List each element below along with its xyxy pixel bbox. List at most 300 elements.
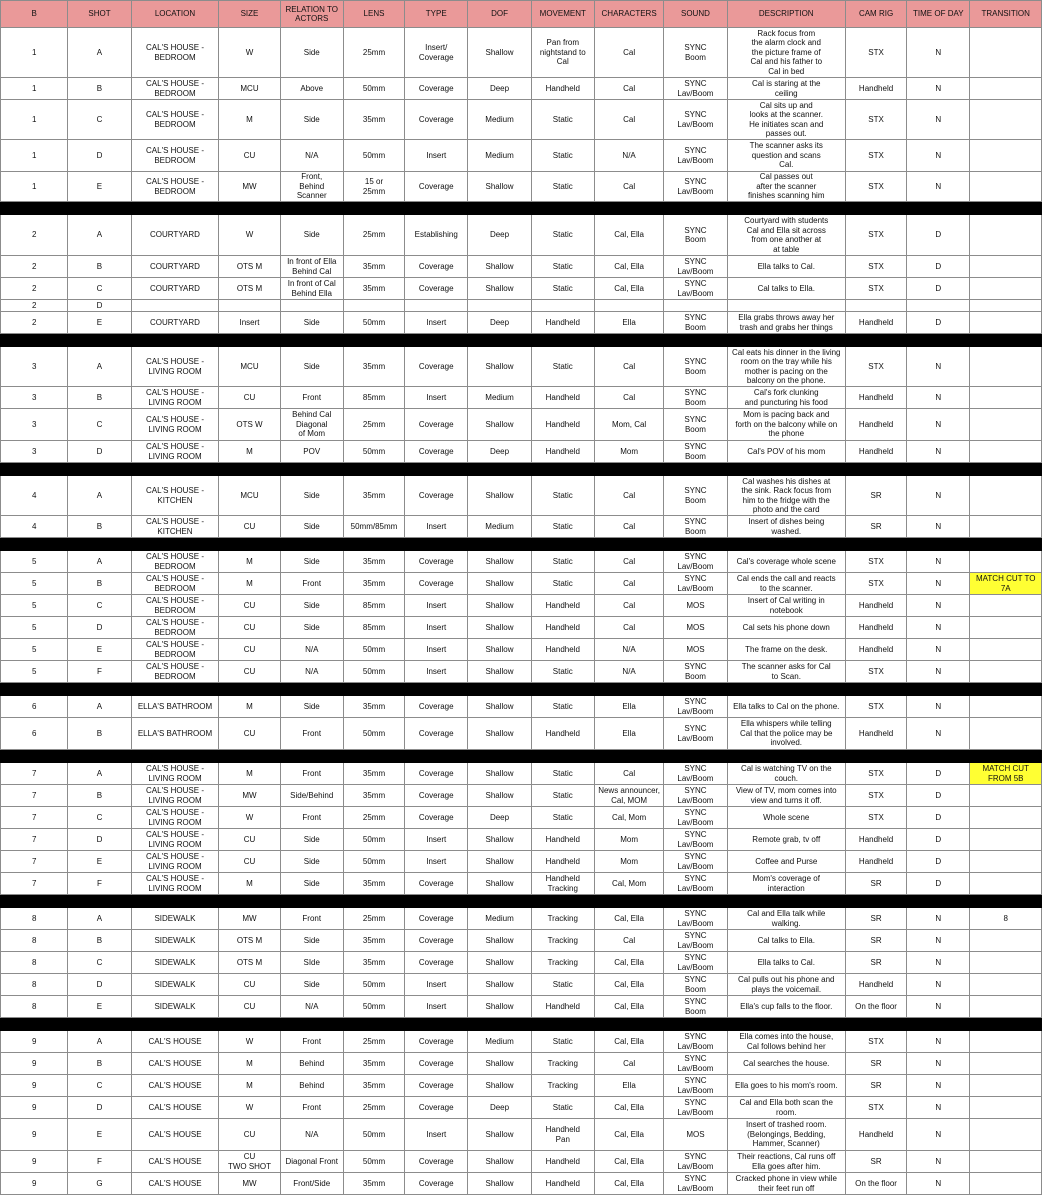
cell-transition [970, 617, 1042, 639]
cell-dof: Shallow [468, 829, 531, 851]
cell-sound: SYNC Lav/Boom [664, 930, 727, 952]
cell-cam-rig [845, 300, 906, 312]
cell-characters: Ella [594, 718, 663, 750]
cell-sound: SYNC Lav/Boom [664, 873, 727, 895]
cell-lens: 35mm [343, 278, 404, 300]
cell-cam-rig: SR [845, 516, 906, 538]
cell-dof: Shallow [468, 696, 531, 718]
cell-description: Cal and Ella both scan the room. [727, 1097, 845, 1119]
cell-type: Coverage [405, 347, 468, 387]
cell-dof [468, 300, 531, 312]
cell-lens: 50mm [343, 78, 404, 100]
cell-characters [594, 300, 663, 312]
header-shot: SHOT [68, 1, 131, 28]
cell-lens: 35mm [343, 100, 404, 140]
cell-dof: Medium [468, 516, 531, 538]
cell-movement: Handheld [531, 617, 594, 639]
cell-scene: 7 [1, 851, 68, 873]
cell-scene: 1 [1, 28, 68, 78]
cell-movement: Static [531, 573, 594, 595]
cell-scene: 9 [1, 1173, 68, 1195]
cell-dof: Deep [468, 807, 531, 829]
cell-time-of-day: N [907, 661, 970, 683]
cell-sound: SYNC Boom [664, 312, 727, 334]
table-row [1, 1173, 1042, 1195]
cell-dof: Shallow [468, 851, 531, 873]
cell-transition [970, 1031, 1042, 1053]
cell-dof: Deep [468, 78, 531, 100]
table-row [1, 1097, 1042, 1119]
cell-location: CAL'S HOUSE - LIVING ROOM [131, 851, 219, 873]
table-row [1, 595, 1042, 617]
cell-relation: Front, Behind Scanner [280, 172, 343, 202]
cell-relation: Front [280, 1031, 343, 1053]
cell-movement: Static [531, 172, 594, 202]
cell-lens: 35mm [343, 1173, 404, 1195]
table-row [1, 763, 1042, 785]
cell-cam-rig: STX [845, 807, 906, 829]
cell-sound: SYNC Boom [664, 387, 727, 409]
cell-cam-rig: Handheld [845, 1119, 906, 1151]
cell-cam-rig: SR [845, 1053, 906, 1075]
cell-relation: Side [280, 347, 343, 387]
scene-separator [1, 895, 1042, 908]
cell-transition [970, 851, 1042, 873]
cell-characters: Cal [594, 347, 663, 387]
cell-relation: POV [280, 441, 343, 463]
cell-sound: SYNC Lav/Boom [664, 1097, 727, 1119]
cell-size: W [219, 807, 280, 829]
cell-characters: Cal, Ella [594, 1151, 663, 1173]
cell-time-of-day: N [907, 595, 970, 617]
cell-location: CAL'S HOUSE [131, 1173, 219, 1195]
table-row [1, 661, 1042, 683]
cell-size: CU [219, 974, 280, 996]
cell-shot: F [68, 873, 131, 895]
cell-scene: 9 [1, 1031, 68, 1053]
cell-shot: D [68, 617, 131, 639]
cell-dof: Shallow [468, 1151, 531, 1173]
cell-location: CAL'S HOUSE - BEDROOM [131, 78, 219, 100]
cell-time-of-day: D [907, 278, 970, 300]
cell-location: CAL'S HOUSE - BEDROOM [131, 595, 219, 617]
cell-location: CAL'S HOUSE - LIVING ROOM [131, 347, 219, 387]
cell-description: Ella goes to his mom's room. [727, 1075, 845, 1097]
cell-lens: 50mm [343, 661, 404, 683]
scene-separator [1, 683, 1042, 696]
cell-cam-rig: SR [845, 908, 906, 930]
cell-cam-rig: Handheld [845, 829, 906, 851]
cell-scene: 6 [1, 696, 68, 718]
cell-time-of-day: N [907, 718, 970, 750]
cell-relation: Side [280, 516, 343, 538]
cell-characters: Cal [594, 1053, 663, 1075]
cell-type: Insert [405, 639, 468, 661]
cell-shot: C [68, 595, 131, 617]
cell-movement: Static [531, 1097, 594, 1119]
cell-movement: Static [531, 785, 594, 807]
cell-movement: Static [531, 100, 594, 140]
cell-characters: Cal, Ella [594, 1031, 663, 1053]
cell-lens: 50mm [343, 140, 404, 172]
cell-transition [970, 100, 1042, 140]
cell-size: CU [219, 718, 280, 750]
cell-lens: 25mm [343, 28, 404, 78]
cell-shot: C [68, 1075, 131, 1097]
cell-scene: 5 [1, 661, 68, 683]
table-row [1, 1075, 1042, 1097]
cell-type: Coverage [405, 718, 468, 750]
cell-dof: Shallow [468, 930, 531, 952]
cell-characters: Cal [594, 387, 663, 409]
cell-characters: Mom [594, 851, 663, 873]
table-row [1, 256, 1042, 278]
cell-type: Insert/ Coverage [405, 28, 468, 78]
cell-dof: Deep [468, 312, 531, 334]
cell-characters: Ella [594, 312, 663, 334]
table-row [1, 1053, 1042, 1075]
cell-type: Coverage [405, 1151, 468, 1173]
table-row [1, 785, 1042, 807]
cell-shot: B [68, 78, 131, 100]
cell-transition [970, 140, 1042, 172]
cell-lens: 50mm [343, 851, 404, 873]
cell-cam-rig: SR [845, 952, 906, 974]
cell-cam-rig: Handheld [845, 718, 906, 750]
cell-scene: 6 [1, 718, 68, 750]
cell-size [219, 300, 280, 312]
cell-sound: SYNC Lav/Boom [664, 952, 727, 974]
separator-bar [1, 202, 1042, 215]
cell-scene: 4 [1, 476, 68, 516]
cell-characters: Cal, Ella [594, 952, 663, 974]
cell-size: W [219, 1031, 280, 1053]
cell-transition: MATCH CUT FROM 5B [970, 763, 1042, 785]
cell-time-of-day: D [907, 312, 970, 334]
cell-scene: 7 [1, 829, 68, 851]
cell-size: W [219, 28, 280, 78]
cell-movement: Pan from nightstand to Cal [531, 28, 594, 78]
cell-time-of-day: D [907, 829, 970, 851]
cell-movement: Static [531, 974, 594, 996]
header-time-of-day: TIME OF DAY [907, 1, 970, 28]
cell-time-of-day: D [907, 807, 970, 829]
header-type: TYPE [405, 1, 468, 28]
cell-description: Cal pulls out his phone and plays the voicemail. [727, 974, 845, 996]
cell-lens: 35mm [343, 873, 404, 895]
cell-scene: 3 [1, 387, 68, 409]
cell-transition [970, 78, 1042, 100]
cell-size: M [219, 1053, 280, 1075]
cell-description: Remote grab, tv off [727, 829, 845, 851]
cell-description: Cal washes his dishes at the sink. Rack focus from him to the fridge with the photo and the card [727, 476, 845, 516]
cell-size: M [219, 696, 280, 718]
cell-cam-rig: SR [845, 930, 906, 952]
cell-time-of-day: N [907, 573, 970, 595]
cell-relation: N/A [280, 996, 343, 1018]
cell-time-of-day: N [907, 952, 970, 974]
cell-relation: In front of Ella Behind Cal [280, 256, 343, 278]
cell-shot: B [68, 930, 131, 952]
table-row [1, 409, 1042, 441]
cell-dof: Deep [468, 441, 531, 463]
cell-time-of-day: N [907, 974, 970, 996]
cell-cam-rig: Handheld [845, 409, 906, 441]
cell-location: COURTYARD [131, 256, 219, 278]
cell-time-of-day: N [907, 996, 970, 1018]
cell-sound: SYNC Lav/Boom [664, 1075, 727, 1097]
cell-cam-rig: Handheld [845, 312, 906, 334]
cell-transition [970, 256, 1042, 278]
cell-description: View of TV, mom comes into view and turns it off. [727, 785, 845, 807]
header-scene: B [1, 1, 68, 28]
cell-time-of-day: N [907, 551, 970, 573]
cell-characters: Cal, Ella [594, 1173, 663, 1195]
cell-shot: A [68, 1031, 131, 1053]
cell-location: CAL'S HOUSE - LIVING ROOM [131, 807, 219, 829]
cell-size: MW [219, 172, 280, 202]
cell-movement: Tracking [531, 1053, 594, 1075]
cell-transition [970, 1097, 1042, 1119]
cell-scene: 9 [1, 1119, 68, 1151]
cell-scene: 5 [1, 551, 68, 573]
cell-movement [531, 300, 594, 312]
cell-size: W [219, 1097, 280, 1119]
cell-description: The scanner asks for Cal to Scan. [727, 661, 845, 683]
cell-type: Coverage [405, 409, 468, 441]
cell-time-of-day: D [907, 851, 970, 873]
cell-transition [970, 873, 1042, 895]
cell-cam-rig: STX [845, 1031, 906, 1053]
cell-transition [970, 930, 1042, 952]
header-cam-rig: CAM RIG [845, 1, 906, 28]
cell-characters: Cal [594, 551, 663, 573]
cell-characters: Cal [594, 516, 663, 538]
cell-time-of-day: N [907, 441, 970, 463]
cell-characters: Cal [594, 573, 663, 595]
cell-location: CAL'S HOUSE - BEDROOM [131, 140, 219, 172]
cell-movement: Handheld [531, 387, 594, 409]
cell-lens: 50mm/85mm [343, 516, 404, 538]
table-row [1, 829, 1042, 851]
cell-type: Coverage [405, 873, 468, 895]
separator-bar [1, 463, 1042, 476]
cell-movement: Handheld [531, 78, 594, 100]
cell-shot: A [68, 551, 131, 573]
cell-type: Insert [405, 312, 468, 334]
cell-time-of-day: N [907, 1031, 970, 1053]
table-row [1, 516, 1042, 538]
cell-transition: MATCH CUT TO 7A [970, 573, 1042, 595]
cell-description: Cal passes out after the scanner finishes scanning him [727, 172, 845, 202]
cell-sound [664, 300, 727, 312]
cell-location: CAL'S HOUSE - LIVING ROOM [131, 441, 219, 463]
cell-type: Insert [405, 1119, 468, 1151]
cell-time-of-day: N [907, 1097, 970, 1119]
cell-lens: 50mm [343, 312, 404, 334]
cell-cam-rig: STX [845, 785, 906, 807]
cell-size: CU [219, 516, 280, 538]
cell-description: Ella talks to Cal. [727, 952, 845, 974]
cell-size: MCU [219, 476, 280, 516]
cell-scene: 1 [1, 172, 68, 202]
cell-size: CU [219, 617, 280, 639]
cell-location: SIDEWALK [131, 952, 219, 974]
cell-lens: 50mm [343, 1119, 404, 1151]
cell-transition [970, 476, 1042, 516]
cell-movement: Static [531, 696, 594, 718]
cell-transition [970, 807, 1042, 829]
table-row [1, 78, 1042, 100]
cell-location: CAL'S HOUSE - BEDROOM [131, 573, 219, 595]
cell-type [405, 300, 468, 312]
cell-characters: Cal [594, 763, 663, 785]
cell-time-of-day: N [907, 930, 970, 952]
scene-separator [1, 202, 1042, 215]
cell-dof: Shallow [468, 256, 531, 278]
cell-cam-rig: Handheld [845, 387, 906, 409]
cell-transition [970, 172, 1042, 202]
table-row [1, 1119, 1042, 1151]
cell-lens: 25mm [343, 807, 404, 829]
table-row [1, 639, 1042, 661]
cell-characters: Cal, Ella [594, 278, 663, 300]
cell-size: CU [219, 140, 280, 172]
cell-size: CU [219, 996, 280, 1018]
cell-movement: Handheld [531, 718, 594, 750]
table-row [1, 100, 1042, 140]
cell-cam-rig: SR [845, 1151, 906, 1173]
cell-transition [970, 441, 1042, 463]
cell-sound: SYNC Lav/Boom [664, 829, 727, 851]
cell-scene: 3 [1, 347, 68, 387]
cell-dof: Medium [468, 387, 531, 409]
cell-movement: Static [531, 807, 594, 829]
cell-scene: 5 [1, 595, 68, 617]
cell-relation: Front/Side [280, 1173, 343, 1195]
cell-movement: Handheld Tracking [531, 873, 594, 895]
cell-characters: Cal [594, 930, 663, 952]
cell-time-of-day [907, 300, 970, 312]
cell-characters: Mom [594, 441, 663, 463]
cell-size: M [219, 763, 280, 785]
cell-cam-rig: Handheld [845, 974, 906, 996]
cell-cam-rig: STX [845, 28, 906, 78]
scene-separator [1, 334, 1042, 347]
cell-location: COURTYARD [131, 278, 219, 300]
cell-description: Cal's fork clunking and puncturing his food [727, 387, 845, 409]
cell-scene: 5 [1, 617, 68, 639]
cell-dof: Shallow [468, 551, 531, 573]
cell-size: OTS M [219, 952, 280, 974]
cell-sound: SYNC Lav/Boom [664, 78, 727, 100]
table-row [1, 215, 1042, 256]
cell-shot: F [68, 1151, 131, 1173]
cell-dof: Shallow [468, 1119, 531, 1151]
cell-sound: MOS [664, 639, 727, 661]
cell-cam-rig: STX [845, 661, 906, 683]
cell-shot: B [68, 256, 131, 278]
cell-movement: Tracking [531, 930, 594, 952]
cell-transition [970, 639, 1042, 661]
cell-lens: 35mm [343, 1075, 404, 1097]
cell-location: SIDEWALK [131, 908, 219, 930]
cell-relation: Behind [280, 1075, 343, 1097]
cell-type: Coverage [405, 441, 468, 463]
cell-relation: Side [280, 930, 343, 952]
cell-characters: Cal, Ella [594, 1097, 663, 1119]
cell-location: CAL'S HOUSE - BEDROOM [131, 639, 219, 661]
cell-lens: 50mm [343, 639, 404, 661]
cell-description: Cal's POV of his mom [727, 441, 845, 463]
cell-type: Coverage [405, 908, 468, 930]
cell-shot: A [68, 215, 131, 256]
cell-type: Insert [405, 595, 468, 617]
cell-relation: Above [280, 78, 343, 100]
cell-location: CAL'S HOUSE [131, 1151, 219, 1173]
cell-description: Courtyard with students Cal and Ella sit across from one another at at table [727, 215, 845, 256]
cell-shot: D [68, 1097, 131, 1119]
cell-scene: 3 [1, 441, 68, 463]
cell-location: CAL'S HOUSE - BEDROOM [131, 551, 219, 573]
cell-shot: A [68, 763, 131, 785]
separator-bar [1, 538, 1042, 551]
cell-type: Insert [405, 974, 468, 996]
cell-type: Coverage [405, 278, 468, 300]
cell-location: CAL'S HOUSE [131, 1075, 219, 1097]
cell-dof: Shallow [468, 347, 531, 387]
cell-time-of-day: D [907, 873, 970, 895]
cell-lens: 85mm [343, 595, 404, 617]
cell-description: The frame on the desk. [727, 639, 845, 661]
cell-relation [280, 300, 343, 312]
cell-location: CAL'S HOUSE [131, 1053, 219, 1075]
header-relation: RELATION TO ACTORS [280, 1, 343, 28]
cell-sound: SYNC Boom [664, 661, 727, 683]
cell-transition [970, 300, 1042, 312]
cell-type: Coverage [405, 1031, 468, 1053]
cell-time-of-day: N [907, 696, 970, 718]
cell-scene: 8 [1, 952, 68, 974]
separator-bar [1, 1018, 1042, 1031]
cell-characters: Mom [594, 829, 663, 851]
cell-dof: Shallow [468, 476, 531, 516]
cell-transition [970, 312, 1042, 334]
cell-movement: Handheld [531, 639, 594, 661]
cell-shot: E [68, 312, 131, 334]
cell-movement: Static [531, 476, 594, 516]
cell-size: MW [219, 1173, 280, 1195]
cell-lens: 35mm [343, 696, 404, 718]
cell-movement: Static [531, 763, 594, 785]
cell-type: Coverage [405, 952, 468, 974]
table-row [1, 300, 1042, 312]
cell-movement: Static [531, 516, 594, 538]
table-row [1, 140, 1042, 172]
cell-sound: SYNC Lav/Boom [664, 908, 727, 930]
cell-shot: A [68, 696, 131, 718]
cell-time-of-day: N [907, 1173, 970, 1195]
cell-movement: Static [531, 1031, 594, 1053]
cell-shot: D [68, 300, 131, 312]
cell-location: CAL'S HOUSE - BEDROOM [131, 28, 219, 78]
cell-sound: SYNC Lav/Boom [664, 1031, 727, 1053]
cell-scene: 9 [1, 1075, 68, 1097]
cell-location: CAL'S HOUSE [131, 1097, 219, 1119]
cell-relation: Front [280, 807, 343, 829]
cell-scene: 8 [1, 974, 68, 996]
cell-scene: 5 [1, 573, 68, 595]
